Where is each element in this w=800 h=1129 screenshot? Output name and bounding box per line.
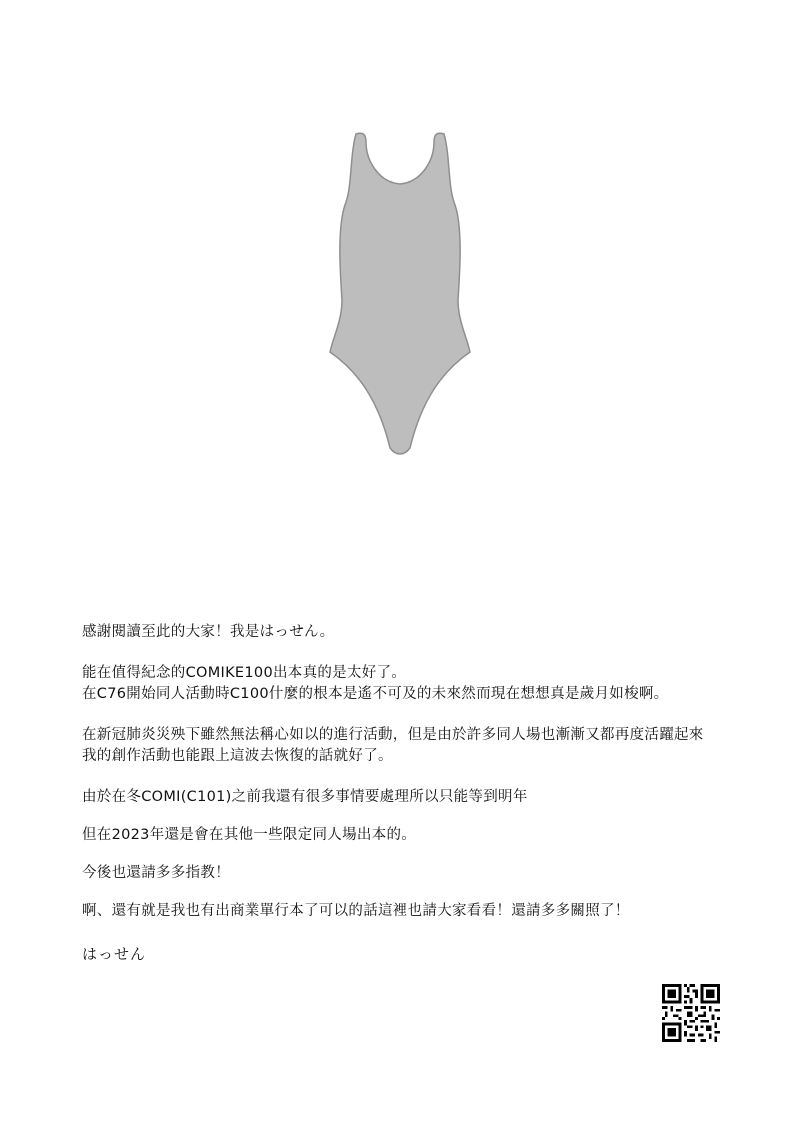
paragraph-line: 但在2023年還是會在其他一些限定同人場出本的。	[82, 827, 417, 843]
paragraph-line: 在新冠肺炎災殃下雖然無法稱心如以的進行活動，但是由於許多同人場也漸漸又都再度活躍起來	[82, 727, 704, 743]
paragraph-line: 感謝閱讀至此的大家！我是はっせん。	[82, 624, 335, 640]
afterword-paragraph	[82, 725, 782, 767]
afterword-paragraph	[82, 863, 782, 884]
afterword-paragraph	[82, 622, 782, 643]
paragraph-line: 在C76開始同人活動時C100什麼的根本是遙不可及的未來然而現在想想真是歲月如梭啊。	[82, 686, 669, 702]
afterword-paragraph	[82, 825, 782, 846]
author-signature: はっせん	[82, 945, 147, 963]
paragraph-line: 我的創作活動也能跟上這波去恢復的話就好了。	[82, 748, 393, 764]
paragraph-line: 啊、還有就是我也有出商業單行本了可以的話這裡也請大家看看！還請多多關照了！	[82, 903, 630, 919]
afterword-paragraph	[82, 663, 782, 705]
afterword-paragraph	[82, 901, 782, 922]
qr-code-icon	[662, 984, 720, 1042]
one-piece-swimsuit-icon	[326, 130, 474, 456]
paragraph-line: 由於在冬COMI(C101)之前我還有很多事情要處理所以只能等到明年	[82, 789, 528, 805]
afterword-paragraph	[82, 787, 782, 808]
paragraph-line: 能在值得紀念的COMIKE100出本真的是太好了。	[82, 665, 407, 681]
paragraph-line: 今後也還請多多指教！	[82, 865, 230, 881]
afterword-text	[82, 622, 782, 942]
